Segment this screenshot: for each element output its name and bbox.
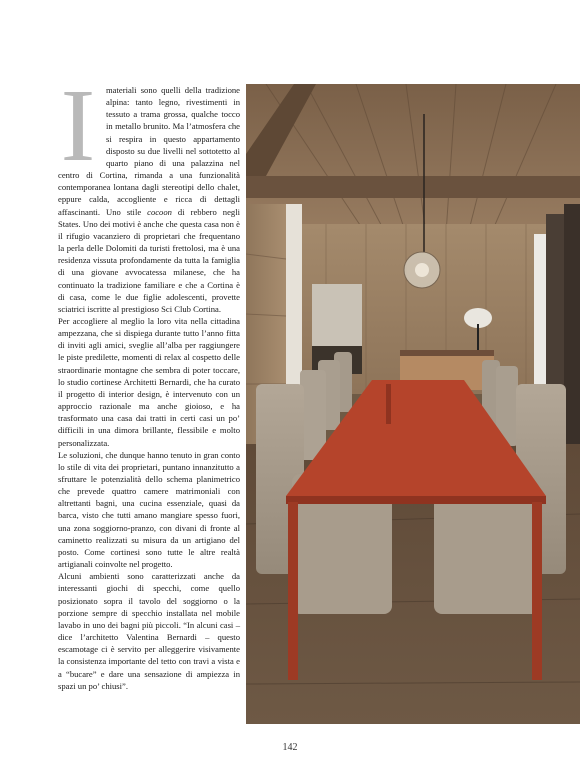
article-text-column (58, 84, 240, 692)
paragraph-3: Le soluzioni, che dunque hanno tenuto in gran conto lo stile di vita dei proprietari, puntano innanzitutto a sfruttare le potenzialità dello schema planimetrico che prevede quattro camere matrimoniali con altrettanti bagni, una cucina essenziale, quasi da barca, visto che tutti amano mangiare spesso fuori, una zona soggiorno-pranzo, con divani di fronte al caminetto realizzati su misura da un artigiano del posto. Come cortinesi sono tutte le altre realtà artigianali coinvolte nel progetto. (58, 449, 240, 570)
paragraph-1: materiali sono quelli della tradizione alpina: tanto legno, rivestimenti in tessuto a trama grossa, qualche tocco in metallo brunito. Ma l’atmosfera che si respira in questo appartamento disposto su due livelli nel sottotetto al quarto piano di una palazzina nel centro di Cortina, rimanda a una funzionalità contemporanea lontana dagli stereotipi dello chalet, eppure calda, accogliente e ricca di dettagli affascinanti. Uno stile cocoon di rebbero negli States. Uno dei motivi è anche che questa casa non è il rifugio vacanziero di proprietari che frequentano la perla delle Dolomiti da turisti frettolosi, ma è una residenza vissuta profondamente da tutta la famiglia di una giovane avvocatessa milanese, che ha continuato la tradizione familiare e che a Cortina è di casa, come le due figlie adolescenti, provette sciatrici iscritte al prestigioso Sci Club Cortina. (58, 85, 240, 314)
paragraph-2: Per accogliere al meglio la loro vita nella cittadina ampezzana, che si dispiega durante tutto l’anno fitta di inviti agli amici, sveglie all’alba per raggiungere le piste predilette, momenti di relax al cospetto delle straordinarie montagne che sembra di poter toccare, lo studio cortinese Architetti Bernardi, che ha curato il progetto di interior design, è intervenuto con un approccio razionale ma anche gioioso, e ha trasformato una casa dai tratti in certi casi un po’ difficili in una dimora brillante, flessibile e molto personalizzata. (58, 315, 240, 448)
drop-cap: I (60, 88, 96, 164)
paragraph-4: Alcuni ambienti sono caratterizzati anche da interessanti giochi di specchi, come quello posizionato sopra il tavolo del soggiorno o la porzione sempre di specchio installata nel mobile lavabo in uno dei bagni più piccoli. “In alcuni casi – dice l’architetto Valentina Bernardi – questo escamotage ci è servito per alleggerire visivamente la consistenza importante del tetto con travi a vista e a “bucare” e dare una sensazione di ampiezza in spazi un po’ chiusi”. (58, 571, 240, 691)
ceiling-beam (246, 176, 580, 198)
interior-photo (246, 84, 580, 724)
page-number: 142 (282, 742, 298, 753)
dining-room-illustration (246, 84, 580, 724)
